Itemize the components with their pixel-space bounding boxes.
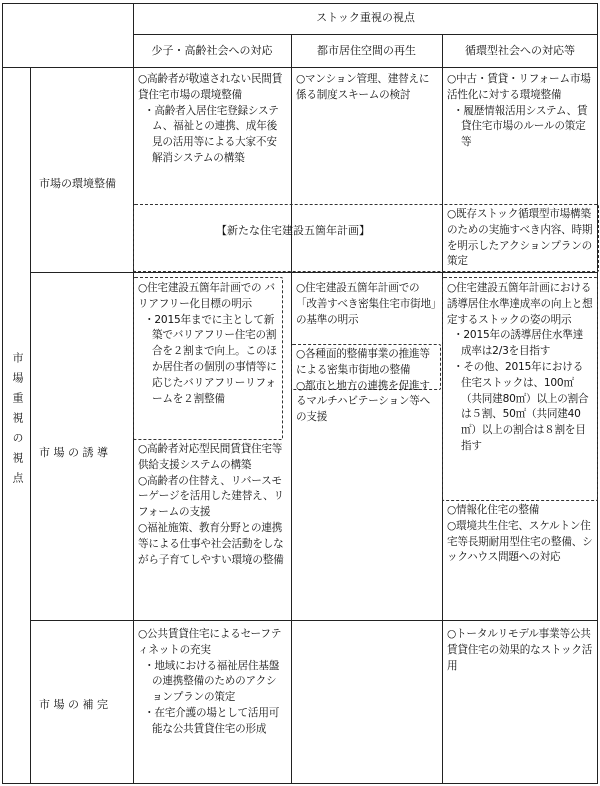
cell-item: ○高齢者が敬遠されない民間賃貸住宅市場の環境整備 [138,73,283,101]
cell-subitem: ・在宅介護の場として活用可能な公共賃貸住宅の形成 [144,706,280,735]
header-col2: 都市居住空間の再生 [317,44,416,57]
cell-r2c1b [138,442,286,568]
cell-item: ○トータルリモデル事業等公共賃貸住宅の効果的なストック活用 [447,628,593,672]
cell-item: ○都市と地方の連携を促進するマルチハビテーション等への支援 [296,379,431,424]
row-label-1: 市場の環境整備 [39,177,116,190]
cell-subitem: ・2015年の誘導居住水準達成率は2/3を目指す [453,329,584,358]
cell-item: ○住宅建設五箇年計画における誘導居住水準達成率の向上と想定するストックの姿の明示 [447,282,593,326]
cell-r3c3 [447,627,593,674]
col-divider-left [30,67,31,783]
row1-bottom [30,272,598,273]
row-label-3: 市 場 の 補 完 [39,698,108,711]
table-border-top [2,3,598,4]
cell-item: ○住宅建設五箇年計画での「改善すべき密集住宅市街地」の基準の明示 [296,282,436,326]
header-bottom [2,67,598,68]
header-top: ストック重視の視点 [316,11,415,24]
cell-r1c1 [138,72,286,167]
cell-r1c2 [296,72,438,104]
cell-subitem: ・高齢者入居住宅登録システム、福祉との連携、成年後見の活用等による大家不安解消システムの構築 [144,104,279,164]
col-divider-1 [291,34,292,783]
cell-subitem: ・2015年までに主として新築でバリアフリー住宅の割合を２割まで向上。このほか居住者の個別の事情等に応じたバリアフリーリフォームを２割整備 [144,313,277,405]
cell-item: ○公共賃貸住宅によるセーフティネットの充実 [138,628,282,656]
header-col3: 循環型社会への対応等 [465,44,575,57]
cell-subitem: ・履歴情報活用システム、賃貸住宅市場のルールの策定等 [453,104,588,149]
header-divider [133,34,598,35]
cell-r1c3b [447,207,593,270]
cell-r2c3a [447,281,593,455]
cell-item: ○高齢者対応型民間賃貸住宅等供給支援システムの構築 [138,443,283,471]
cell-r3c1 [138,627,286,738]
cell-item: ○住宅建設五箇年計画での バリアフリー化目標の明示 [138,282,275,310]
cell-item: ○各種面的整備事業の推進等による密集市街地の整備 [296,348,430,376]
cell-r2c2a [296,281,438,328]
cell-item: ○環境共生住宅、スケルトン住宅等長期耐用型住宅の整備、シックハウス問題への対応 [447,519,593,564]
cell-r2c1a [138,281,278,407]
cell-r2c3b [447,503,593,566]
header-col1: 少子・高齢社会への対応 [151,44,273,57]
table-border-left [2,3,3,783]
cell-r1c3 [447,72,593,151]
row-label-2: 市 場 の 誘 導 [39,446,108,459]
cell-subitem: ・地域における福祉居住基盤の連携整備のためのアクションプランの策定 [144,659,280,704]
table-border-bottom [2,783,598,784]
cell-item: ○既存ストック循環型市場構築のための実施すべき内容、時期を明示したアクションプランの策定 [447,208,593,268]
cell-item: ○情報化住宅の整備 [447,504,540,516]
plan-label: 【新たな住宅建設五箇年計画】 [216,224,370,237]
cell-item: ○福祉施策、教育分野との連携等による仕事や社会活動をしながら子育てしやすい環境の整備 [138,521,284,566]
cell-item: ○高齢者の住替え、リバースモーゲージを活用した建替え、リフォームの支援 [138,474,284,519]
cell-r2c2b [296,347,438,426]
left-label: 市場重視の視点 [11,352,24,492]
cell-subitem: ・その他、2015年における住宅ストックは、100㎡（共同建80㎡）以上の割合は５割、50㎡（共同建40㎡）以上の割合は８割を目指す [453,360,589,452]
cell-item: ○マンション管理、建替えに係る制度スキームの検討 [296,73,430,101]
row2-bottom [30,620,598,621]
cell-item: ○中古・賃貸・リフォーム市場活性化に対する環境整備 [447,73,591,101]
